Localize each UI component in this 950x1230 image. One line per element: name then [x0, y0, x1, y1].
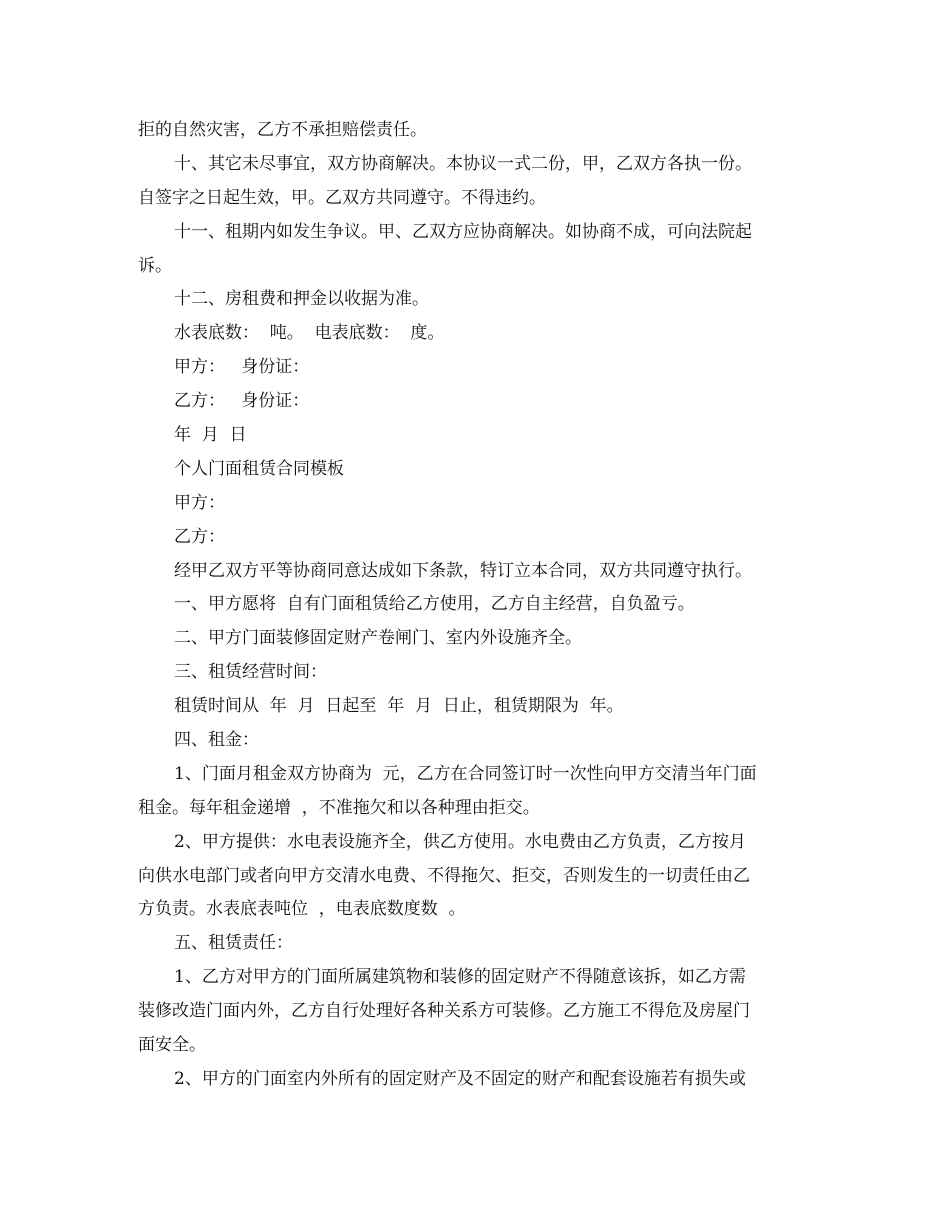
text-line: 十一、租期内如发生争议。甲、乙双方应协商解决。如协商不成，可向法院起 — [174, 221, 752, 242]
text-line: 三、租赁经营时间： — [174, 662, 327, 683]
text-line: 租金。每年租金递增 ，不准拖欠和以各种理由拒交。 — [138, 797, 540, 818]
text-line: 甲方： 身份证： — [174, 357, 310, 378]
text-line: 甲方： — [174, 492, 225, 513]
text-line: 装修改造门面内外，乙方自行处理好各种关系方可装修。乙方施工不得危及房屋门 — [138, 1001, 750, 1022]
text-line: 经甲乙双方平等协商同意达成如下条款，特订立本合同，双方共同遵守执行。 — [174, 560, 752, 581]
text-line: 一、甲方愿将 自有门面租赁给乙方使用，乙方自主经营，自负盈亏。 — [174, 594, 695, 615]
text-line: 2、甲方提供：水电表设施齐全，供乙方使用。水电费由乙方负责，乙方按月 — [174, 831, 746, 852]
text-line: 方负责。水表底表吨位 ，电表底数度数 。 — [138, 899, 466, 920]
text-line: 水表底数： 吨。 电表底数： 度。 — [174, 323, 445, 344]
text-line: 1、乙方对甲方的门面所属建筑物和装修的固定财产不得随意该拆，如乙方需 — [174, 967, 746, 988]
text-line: 四、租金： — [174, 730, 259, 751]
text-line: 租赁时间从 年 月 日起至 年 月 日止，租赁期限为 年。 — [174, 696, 624, 717]
text-line: 五、租赁责任： — [174, 933, 293, 954]
contract-text-body — [138, 114, 818, 1097]
text-line: 乙方： 身份证： — [174, 391, 310, 412]
text-line: 年 月 日 — [174, 425, 247, 446]
text-line: 自签字之日起生效，甲。乙双方共同遵守。不得违约。 — [138, 187, 546, 208]
text-line: 向供水电部门或者向甲方交清水电费、不得拖欠、拒交，否则发生的一切责任由乙 — [138, 865, 750, 886]
text-line: 乙方： — [174, 526, 225, 547]
text-line: 十二、房租费和押金以收据为准。 — [174, 289, 429, 310]
text-line: 十、其它未尽事宜，双方协商解决。本协议一式二份，甲，乙双方各执一份。 — [174, 153, 752, 174]
text-line: 二、甲方门面装修固定财产卷闸门、室内外设施齐全。 — [174, 628, 582, 649]
text-line: 诉。 — [138, 255, 172, 276]
text-line: 2、甲方的门面室内外所有的固定财产及不固定的财产和配套设施若有损失或 — [174, 1068, 746, 1089]
text-line: 拒的自然灾害，乙方不承担赔偿责任。 — [138, 120, 427, 140]
text-line: 个人门面租赁合同模板 — [174, 458, 344, 479]
text-line: 面安全。 — [138, 1035, 206, 1056]
text-line: 1、门面月租金双方协商为 元，乙方在合同签订时一次性向甲方交清当年门面 — [174, 763, 757, 784]
